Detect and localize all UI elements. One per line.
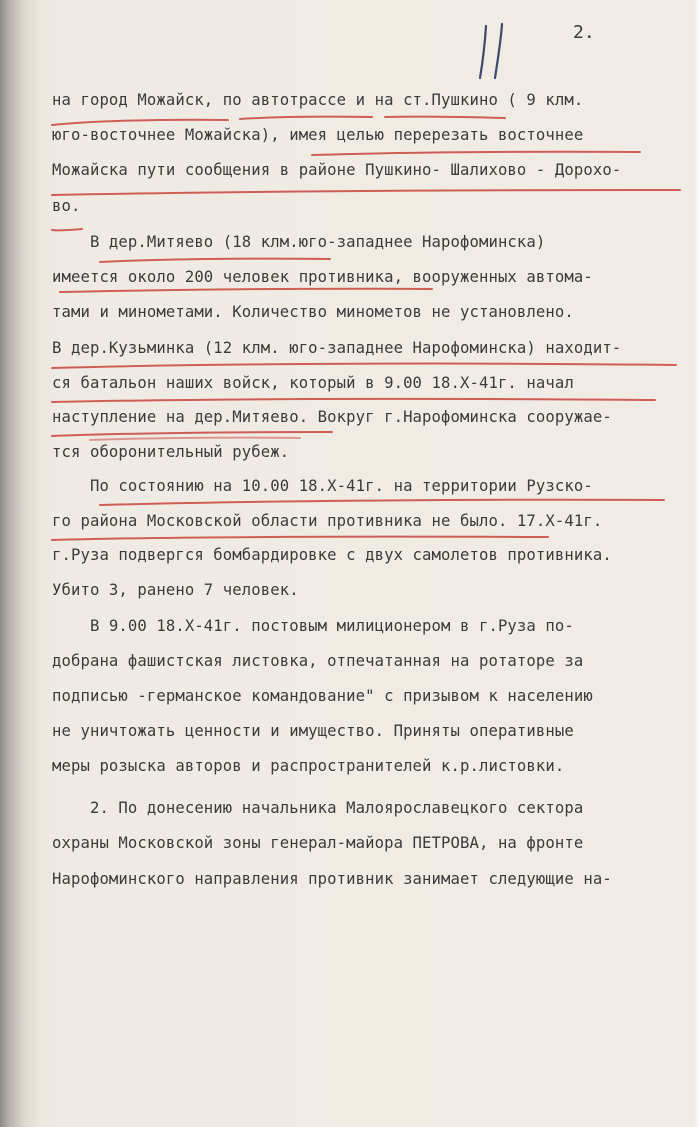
text-line: тами и минометами. Количество минометов не установлено. [52, 303, 574, 321]
text-line: ся батальон наших войск, который в 9.00 18.Х-41г. начал [52, 374, 574, 392]
text-line: подписью -германское командование" с призывом к населению [52, 687, 593, 705]
text-line: юго-восточнее Можайска), имея целью перерезать восточнее [52, 126, 584, 144]
handwritten-mark [476, 22, 510, 82]
text-line: В дер.Митяево (18 клм.юго-западнее Нарофоминска) [52, 233, 546, 251]
text-line: В 9.00 18.Х-41г. постовым милиционером в г.Руза по- [52, 617, 574, 635]
text-line: не уничтожать ценности и имущество. Приняты оперативные [52, 722, 574, 740]
text-line: на город Можайск, по автотрассе и на ст.Пушкино ( 9 клм. [52, 91, 584, 109]
text-line: Можайска пути сообщения в районе Пушкино- Шалихово - Дорохо- [52, 161, 622, 179]
text-line: добрана фашистская листовка, отпечатанная на ротаторе за [52, 652, 584, 670]
text-line: во. [52, 197, 81, 215]
text-line: г.Руза подвергся бомбардировке с двух самолетов противника. [52, 546, 612, 564]
text-line: го района Московской области противника не было. 17.Х-41г. [52, 512, 603, 530]
text-line: наступление на дер.Митяево. Вокруг г.Нарофоминска сооружае- [52, 408, 612, 426]
text-line: По состоянию на 10.00 18.Х-41г. на территории Рузско- [52, 477, 593, 495]
text-line: В дер.Кузьминка (12 клм. юго-западнее Нарофоминска) находит- [52, 339, 622, 357]
text-line: Нарофоминского направления противник занимает следующие на- [52, 870, 612, 888]
text-line: меры розыска авторов и распространителей к.р.листовки. [52, 757, 565, 775]
text-line: охраны Московской зоны генерал-майора ПЕТРОВА, на фронте [52, 834, 584, 852]
text-line: Убито 3, ранено 7 человек. [52, 581, 299, 599]
text-line: имеется около 200 человек противника, вооруженных автома- [52, 268, 593, 286]
text-line: тся оборонительный рубеж. [52, 443, 290, 461]
text-line: 2. По донесению начальника Малоярославецкого сектора [52, 799, 584, 817]
page-number: 2. [573, 22, 595, 43]
